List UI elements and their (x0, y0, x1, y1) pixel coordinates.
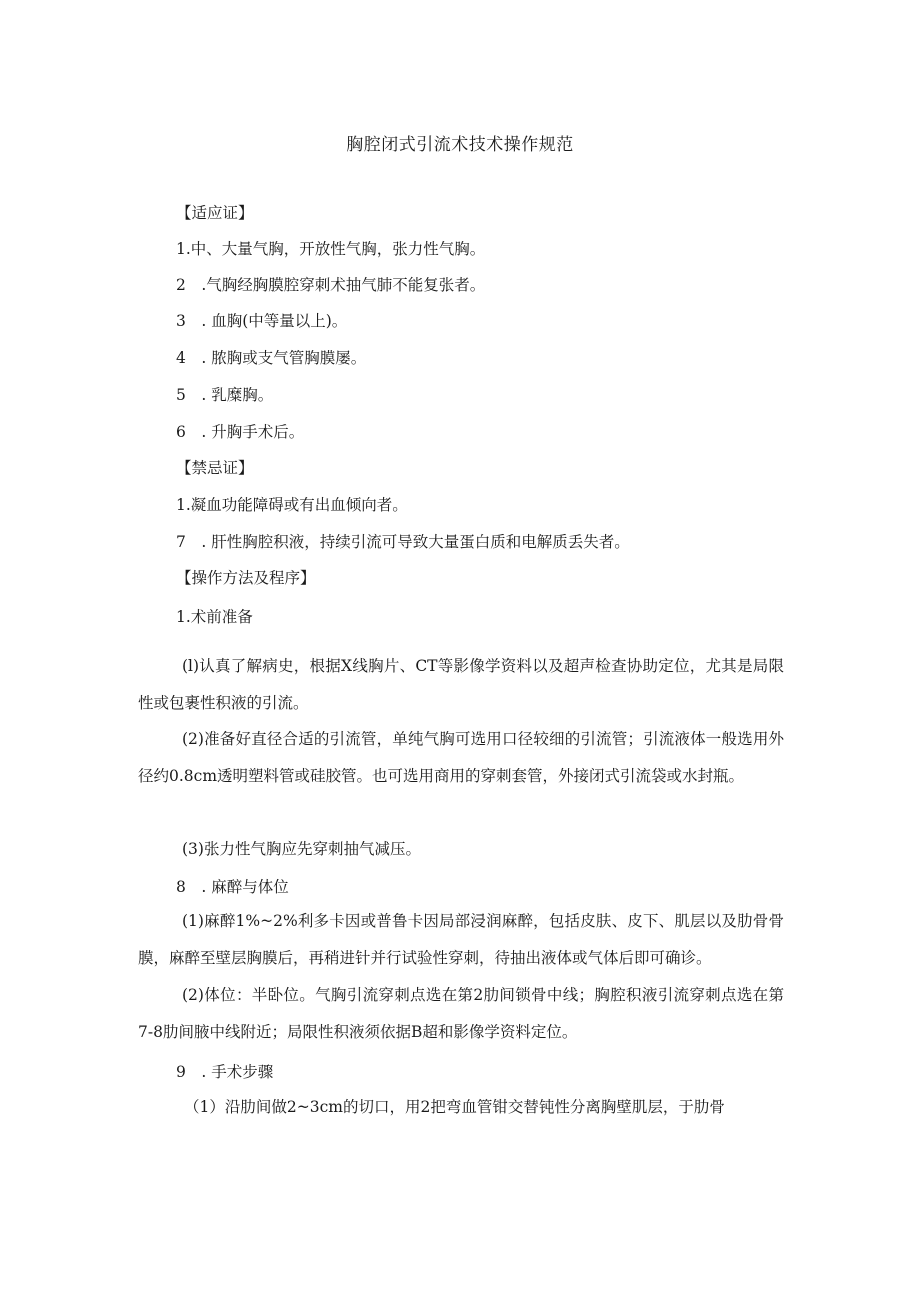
indication-item-5: 5 . 乳糜胸。 (176, 386, 274, 404)
contraindications-heading: 【禁忌证】 (176, 459, 254, 477)
document-title: 胸腔闭式引流术技术操作规范 (346, 135, 574, 155)
indication-item-4: 4 . 脓胸或支气管胸膜屡。 (176, 349, 367, 367)
anesthesia-heading: 8 . 麻醉与体位 (176, 878, 289, 896)
indication-item-1: 1.中、大量气胸，开放性气胸，张力性气胸。 (176, 240, 486, 258)
procedure-heading: 【操作方法及程序】 (176, 569, 316, 587)
indication-item-6: 6 . 升胸手术后。 (176, 423, 305, 441)
preop-paragraph-3: (3)张力性气胸应先穿刺抽气减压。 (182, 840, 421, 858)
steps-paragraph-1: （1）沿肋间做2~3cm的切口，用2把弯血管钳交替钝性分离胸壁肌层，于肋骨 (184, 1098, 725, 1116)
anesthesia-paragraph-1: (1)麻醉1%~2%利多卡因或普鲁卡因局部浸润麻醉，包括皮肤、皮下、肌层以及肋骨骨膜，麻醉至壁层胸膜后，再稍进针并行试验性穿刺，待抽出液体或气体后即可确诊。 (138, 912, 784, 967)
indications-heading: 【适应证】 (176, 204, 254, 222)
preop-paragraph-1: (l)认真了解病史，根据X线胸片、CT等影像学资料以及超声检查协助定位，尤其是局限性或包裹性积液的引流。 (138, 657, 784, 712)
indication-item-2: 2 .气胸经胸膜腔穿刺术抽气肺不能复张者。 (176, 276, 486, 294)
indication-item-3: 3 . 血胸(中等量以上)。 (176, 312, 348, 330)
contraindication-item-2: 7 . 肝性胸腔积液，持续引流可导致大量蛋白质和电解质丢失者。 (176, 533, 630, 551)
steps-heading: 9 . 手术步骤 (176, 1063, 274, 1081)
contraindication-item-1: 1.凝血功能障碍或有出血倾向者。 (176, 496, 408, 514)
preop-heading: 1.术前准备 (176, 608, 253, 626)
preop-paragraph-2: (2)准备好直径合适的引流管，单纯气胸可选用口径较细的引流管；引流液体一般选用外径约0.8cm透明塑料管或硅胶管。也可选用商用的穿刺套管，外接闭式引流袋或水封瓶。 (138, 730, 784, 785)
anesthesia-paragraph-2: (2)体位：半卧位。气胸引流穿刺点选在第2肋间锁骨中线；胸腔积液引流穿刺点选在第7-8肋间腋中线附近；局限性积液须依据B超和影像学资料定位。 (138, 986, 784, 1041)
